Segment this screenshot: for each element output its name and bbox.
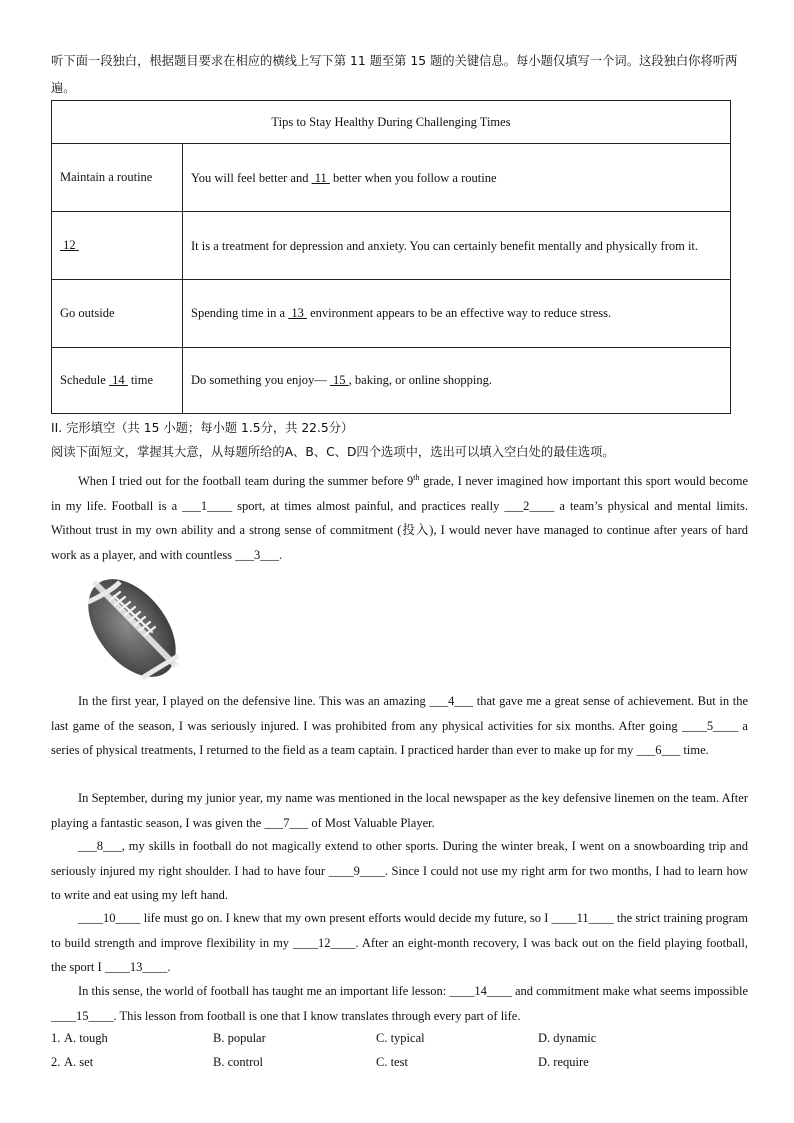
table-row <box>52 212 731 280</box>
passage-paragraph: When I tried out for the football team during the summer before 9th grade, I never imagined how important this sport would become in my life. Football is a ___1____ sport, at times almost painful, and practices really ___2____ a team’s physical and mental limits. Without trust in my own ability and a strong sense of commitment (投入), I would never have managed to continue after years of hard work as a player, and with countless ___3___. <box>51 473 748 562</box>
blank-2[interactable]: ___2____ <box>504 498 555 513</box>
tip-name-cell: Go outside <box>52 280 183 348</box>
blank-11[interactable]: ____11____ <box>551 911 614 925</box>
blank-12[interactable]: ____12____ <box>293 935 356 950</box>
tip-detail-cell: You will feel better and 11 better when you follow a routine <box>183 144 731 212</box>
cloze-instructions: 阅读下面短文，掌握其大意，从每题所给的A、B、C、D四个选项中，选出可以填入空白处的最佳选项。 <box>51 445 615 459</box>
blank-1[interactable]: ___1____ <box>182 498 233 513</box>
option-a[interactable]: A. tough <box>64 1031 108 1045</box>
blank-4[interactable]: ___4___ <box>429 694 474 708</box>
tip-detail-cell: Spending time in a 13 environment appears to be an effective way to reduce stress. <box>183 280 731 348</box>
blank-6[interactable]: ___6___ <box>636 743 681 757</box>
option-d[interactable]: D. dynamic <box>538 1031 597 1045</box>
option-d[interactable]: D. require <box>538 1055 589 1069</box>
tip-name-cell <box>52 212 183 280</box>
table-title: Tips to Stay Healthy During Challenging Times <box>52 101 731 144</box>
tip-detail-cell: It is a treatment for depression and anxiety. You can certainly benefit mentally and physically from it. <box>183 212 731 280</box>
passage-paragraph: In the first year, I played on the defensive line. This was an amazing ___4___ that gave me a great sense of achievement. But in the last game of the season, I was seriously injured. I was prohibited from any physical activities for six months. After going ____5____ a series of physical treatments, I returned to the field as a team captain. I practiced harder than ever to make up for my ___6___ time. <box>51 694 748 757</box>
tip-detail-cell: Do something you enjoy— 15 , baking, or online shopping. <box>183 348 731 414</box>
option-c[interactable]: C. typical <box>376 1031 425 1045</box>
table-row <box>52 144 731 212</box>
passage-paragraph: In September, during my junior year, my name was mentioned in the local newspaper as the key defensive linemen on the team. After playing a fantastic season, I was given the ___7___ of Most Valuable Player. <box>51 791 748 830</box>
football-image <box>80 574 184 682</box>
option-c[interactable]: C. test <box>376 1055 408 1069</box>
blank-8[interactable]: ___8___ <box>78 839 122 853</box>
tip-name-cell: Maintain a routine <box>52 144 183 212</box>
blank-7[interactable]: ___7___ <box>264 815 309 830</box>
answer-blank[interactable]: 15 <box>333 373 346 387</box>
passage-paragraph: ____10____ life must go on. I knew that my own present efforts would decide my future, so I ____11____ the strict training program to build strength and improve flexibility in my ____12____. After an eight-month recovery, I was back out on the field playing football, the sport I ____13____. <box>51 911 749 974</box>
answer-blank[interactable]: 13 <box>291 306 304 320</box>
blank-5[interactable]: ____5____ <box>681 718 739 733</box>
option-b[interactable]: B. popular <box>213 1031 266 1045</box>
blank-10[interactable]: ____10____ <box>78 911 141 925</box>
answer-blank[interactable]: 14 <box>112 373 125 387</box>
passage-paragraph: ___8___, my skills in football do not magically extend to other sports. During the winter break, I went on a snowboarding trip and seriously injured my right shoulder. I had to have four ____9____. Since I could not use my right arm for two months, I had to learn how to write and eat using my left hand. <box>51 839 748 902</box>
listening-instructions: 听下面一段独白，根据题目要求在相应的横线上写下第 11 题至第 15 题的关键信息。每小题仅填写一个词。这段独白你将听两遍。 <box>51 54 738 95</box>
blank-9[interactable]: ____9____ <box>328 863 385 878</box>
answer-blank[interactable]: 11 <box>314 170 327 185</box>
option-number: 1. <box>51 1031 61 1045</box>
blank-13[interactable]: ____13____ <box>104 960 168 974</box>
blank-14[interactable]: ____14____ <box>449 984 512 998</box>
passage-paragraph: In this sense, the world of football has taught me an important life lesson: ____14____ and commitment make what seems impossible ____15____. This lesson from football is one that I know translates through every part of life. <box>51 984 748 1023</box>
option-a[interactable]: A. set <box>64 1055 94 1069</box>
answer-blank[interactable]: 12 <box>63 238 76 252</box>
table-row <box>52 280 731 348</box>
option-number: 2. <box>51 1055 61 1069</box>
blank-3[interactable]: ___3___ <box>235 547 279 562</box>
section-title: II. 完形填空（共 15 小题；每小题 1.5分，共 22.5分） <box>51 421 354 435</box>
tips-table <box>51 100 731 414</box>
option-b[interactable]: B. control <box>213 1055 263 1069</box>
tip-name-cell: Schedule 14 time <box>52 348 183 414</box>
table-row <box>52 348 731 414</box>
blank-15[interactable]: ____15____ <box>51 1008 114 1023</box>
